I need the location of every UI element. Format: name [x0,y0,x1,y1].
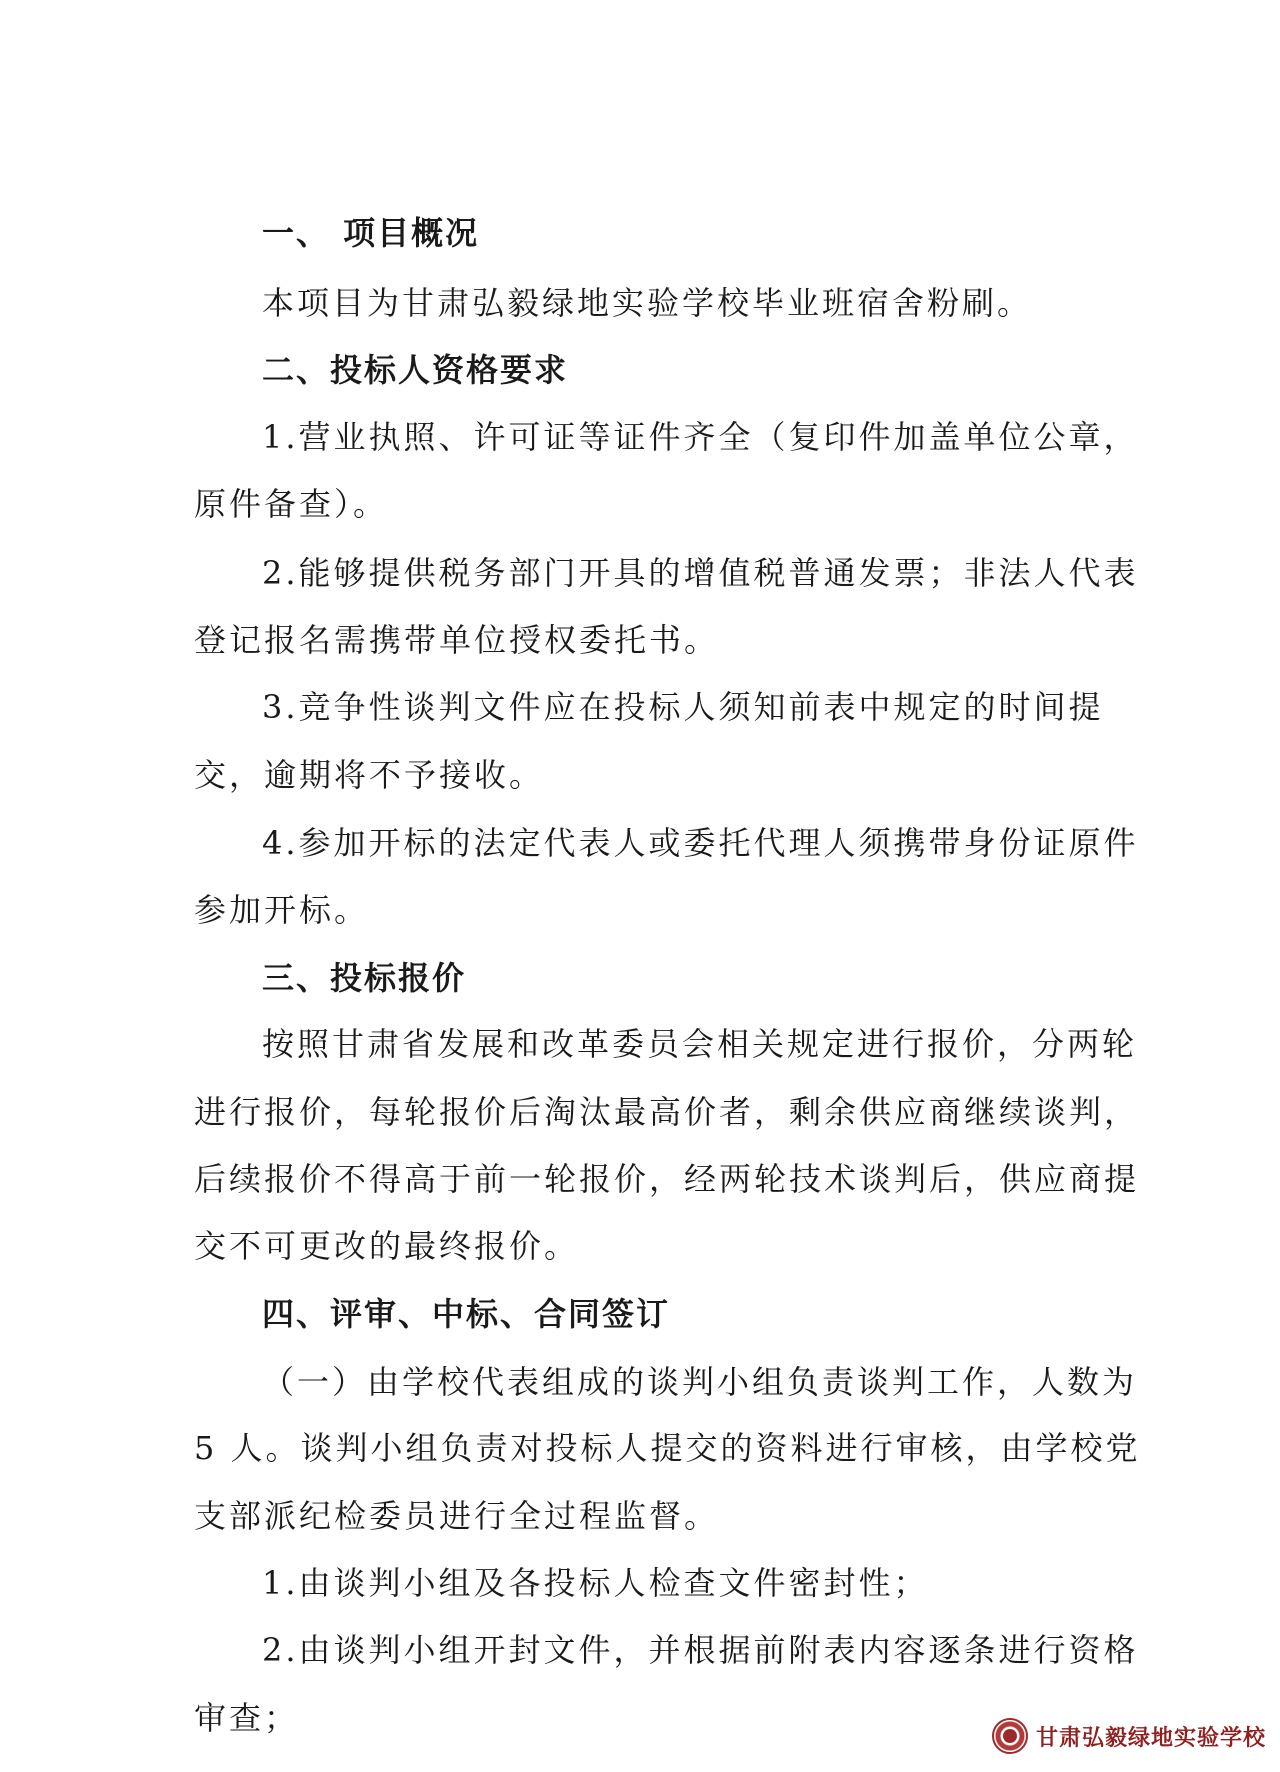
section-heading-overview: 一、 项目概况 [262,214,480,252]
school-seal-icon [992,1718,1028,1754]
review-item-1: 1.由谈判小组及各投标人检查文件密封性； [262,1564,929,1602]
review-item-2-line-1: 2.由谈判小组开封文件，并根据前附表内容逐条进行资格 [262,1631,1139,1669]
qualification-item-2-line-2: 登记报名需携带单位授权委托书。 [194,621,720,659]
review-paragraph-line-2: 5 人。谈判小组负责对投标人提交的资料进行审核，由学校党 [194,1429,1141,1467]
review-paragraph-line-3: 支部派纪检委员进行全过程监督。 [194,1497,720,1535]
qualification-item-3-line-2: 交，逾期将不予接收。 [194,756,545,794]
review-item-2-line-2: 审查； [194,1699,300,1737]
review-paragraph-line-1: （一）由学校代表组成的谈判小组负责谈判工作，人数为 [262,1363,1138,1401]
qualification-item-2-line-1: 2.能够提供税务部门开具的增值税普通发票；非法人代表 [262,554,1139,592]
qualification-item-1-line-2: 原件备查）。 [194,485,389,523]
school-watermark [992,1718,1266,1754]
pricing-paragraph-line-4: 交不可更改的最终报价。 [194,1227,580,1265]
paragraph-project-description: 本项目为甘肃弘毅绿地实验学校毕业班宿舍粉刷。 [262,284,1033,322]
watermark-text: 甘肃弘毅绿地实验学校 [1036,1724,1267,1751]
pricing-paragraph-line-2: 进行报价，每轮报价后淘汰最高价者，剩余供应商继续谈判， [194,1093,1140,1131]
section-heading-bid-pricing: 三、投标报价 [262,959,467,997]
section-heading-bidder-qualifications: 二、投标人资格要求 [262,351,569,389]
qualification-item-4-line-2: 参加开标。 [194,891,370,929]
pricing-paragraph-line-3: 后续报价不得高于前一轮报价，经两轮技术谈判后，供应商提 [194,1160,1140,1198]
qualification-item-1-line-1: 1.营业执照、许可证等证件齐全（复印件加盖单位公章， [262,418,1139,456]
qualification-item-4-line-1: 4.参加开标的法定代表人或委托代理人须携带身份证原件 [262,824,1139,862]
pricing-paragraph-line-1: 按照甘肃省发展和改革委员会相关规定进行报价，分两轮 [262,1025,1138,1063]
qualification-item-3-line-1: 3.竞争性谈判文件应在投标人须知前表中规定的时间提 [262,688,1104,726]
section-heading-review-award-contract: 四、评审、中标、合同签订 [262,1295,671,1333]
